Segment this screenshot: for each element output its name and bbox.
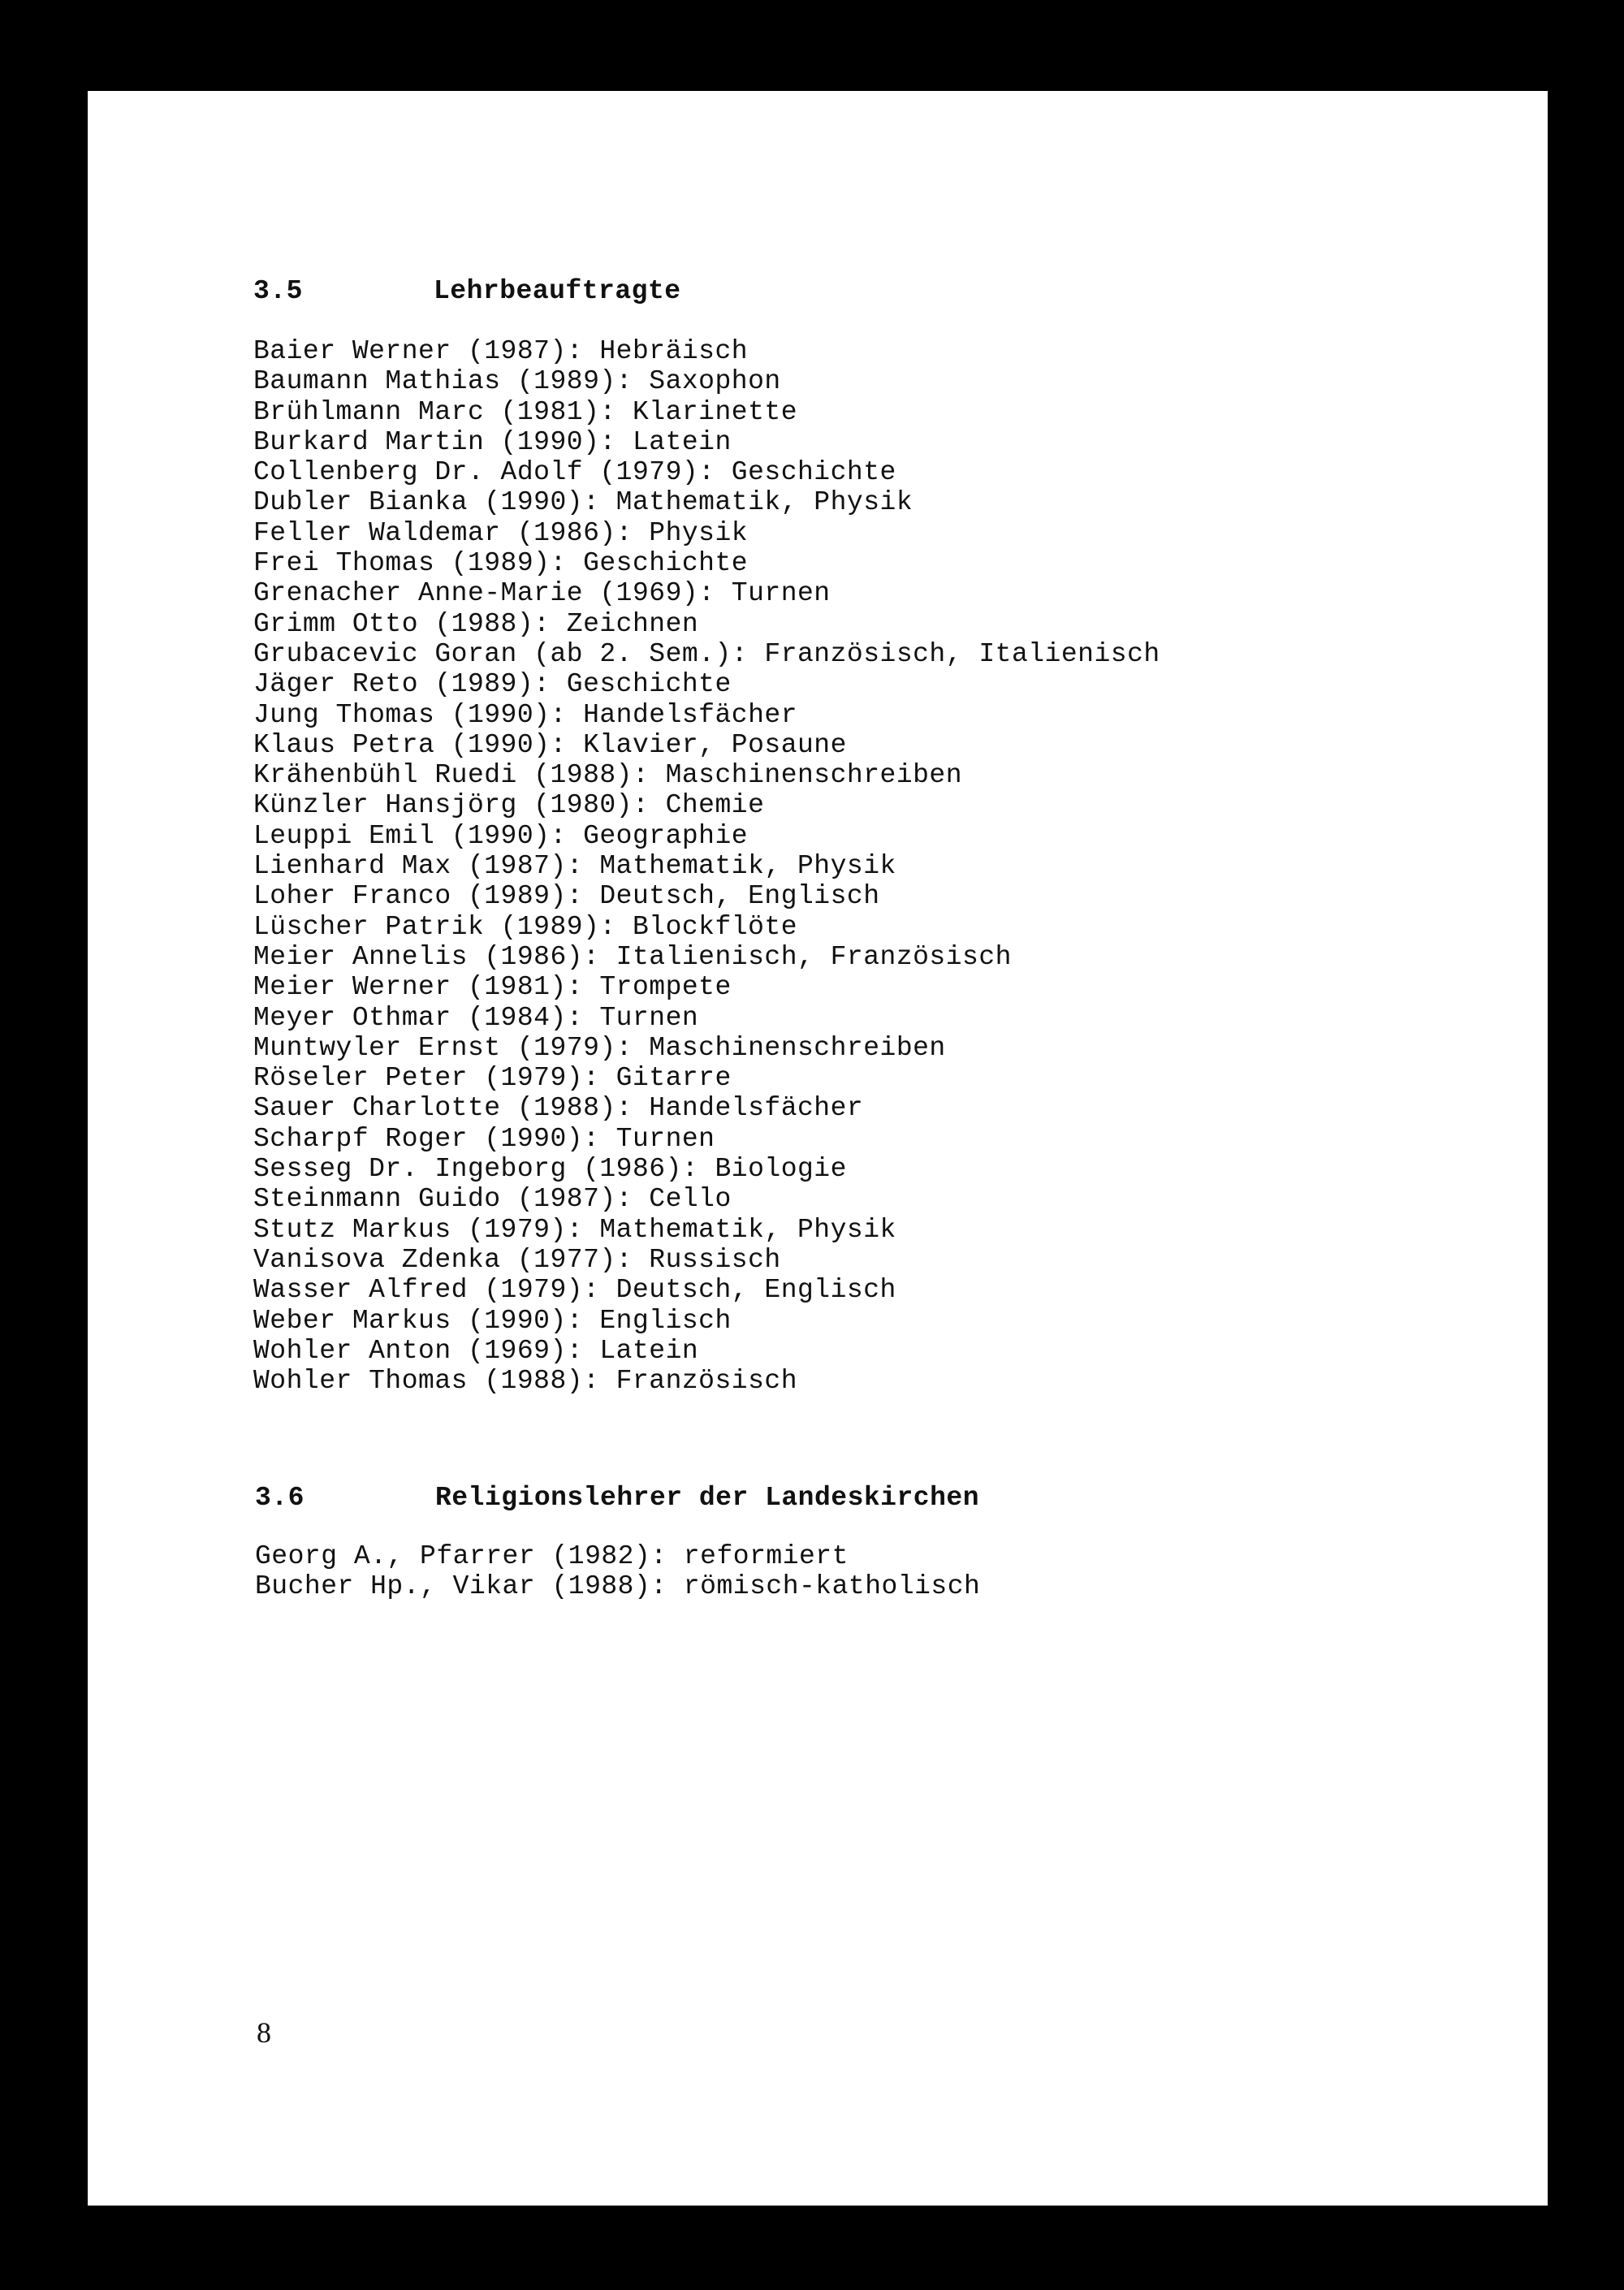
list-item: Scharpf Roger (1990): Turnen [253, 1123, 715, 1154]
list-item: Röseler Peter (1979): Gitarre [253, 1063, 732, 1094]
section-3-5-heading [253, 276, 984, 309]
list-item: Meier Annelis (1986): Italienisch, Französisch [253, 941, 1012, 972]
list-item: Dubler Bianka (1990): Mathematik, Physik [253, 487, 914, 518]
list-item: Steinmann Guido (1987): Cello [253, 1184, 732, 1215]
list-item: Bucher Hp., Vikar (1988): römisch-katholisch [255, 1571, 981, 1602]
list-item: Meyer Othmar (1984): Turnen [253, 1002, 699, 1033]
list-item: Vanisova Zdenka (1977): Russisch [253, 1244, 781, 1275]
list-item: Meier Werner (1981): Trompete [253, 972, 732, 1003]
list-item: Weber Markus (1990): Englisch [253, 1305, 732, 1336]
list-item: Jäger Reto (1989): Geschichte [253, 669, 732, 700]
list-item: Baier Werner (1987): Hebräisch [253, 336, 749, 366]
list-item: Stutz Markus (1979): Mathematik, Physik [253, 1214, 896, 1245]
list-item: Klaus Petra (1990): Klavier, Posaune [253, 729, 847, 760]
list-item: Sesseg Dr. Ingeborg (1986): Biologie [253, 1154, 847, 1185]
list-item: Lienhard Max (1987): Mathematik, Physik [253, 851, 896, 882]
lecturer-list [253, 336, 1160, 1396]
list-item: Grubacevic Goran (ab 2. Sem.): Französisch, Italienisch [253, 638, 1160, 669]
list-item: Künzler Hansjörg (1980): Chemie [253, 790, 765, 821]
list-item: Jung Thomas (1990): Handelsfächer [253, 699, 798, 730]
list-item: Grenacher Anne-Marie (1969): Turnen [253, 578, 831, 609]
list-item: Loher Franco (1989): Deutsch, Englisch [253, 881, 880, 912]
list-item: Sauer Charlotte (1988): Handelsfächer [253, 1093, 864, 1124]
list-item: Baumann Mathias (1989): Saxophon [253, 366, 781, 397]
list-item: Wohler Thomas (1988): Französisch [253, 1366, 798, 1397]
list-item: Wasser Alfred (1979): Deutsch, Englisch [253, 1275, 896, 1306]
page-number: 8 [257, 2016, 271, 2049]
religion-teacher-list [255, 1541, 980, 1602]
list-item: Georg A., Pfarrer (1982): reformiert [255, 1541, 849, 1571]
document-page [88, 91, 1548, 2206]
list-item: Leuppi Emil (1990): Geographie [253, 820, 749, 851]
section-3-6-title: Religionslehrer der Landeskirchen [435, 1483, 980, 1513]
section-3-6-heading [255, 1483, 1148, 1515]
section-3-6-number: 3.6 [255, 1483, 304, 1513]
list-item: Muntwyler Ernst (1979): Maschinenschreiben [253, 1032, 946, 1063]
list-item: Krähenbühl Ruedi (1988): Maschinenschreiben [253, 760, 963, 791]
section-3-5-number: 3.5 [253, 276, 303, 306]
list-item: Grimm Otto (1988): Zeichnen [253, 608, 699, 639]
list-item: Feller Waldemar (1986): Physik [253, 517, 749, 548]
section-3-5-title: Lehrbeauftragte [434, 276, 681, 306]
list-item: Lüscher Patrik (1989): Blockflöte [253, 911, 798, 942]
list-item: Brühlmann Marc (1981): Klarinette [253, 396, 798, 427]
list-item: Burkard Martin (1990): Latein [253, 426, 732, 457]
list-item: Collenberg Dr. Adolf (1979): Geschichte [253, 457, 896, 488]
list-item: Frei Thomas (1989): Geschichte [253, 548, 749, 579]
list-item: Wohler Anton (1969): Latein [253, 1335, 699, 1366]
